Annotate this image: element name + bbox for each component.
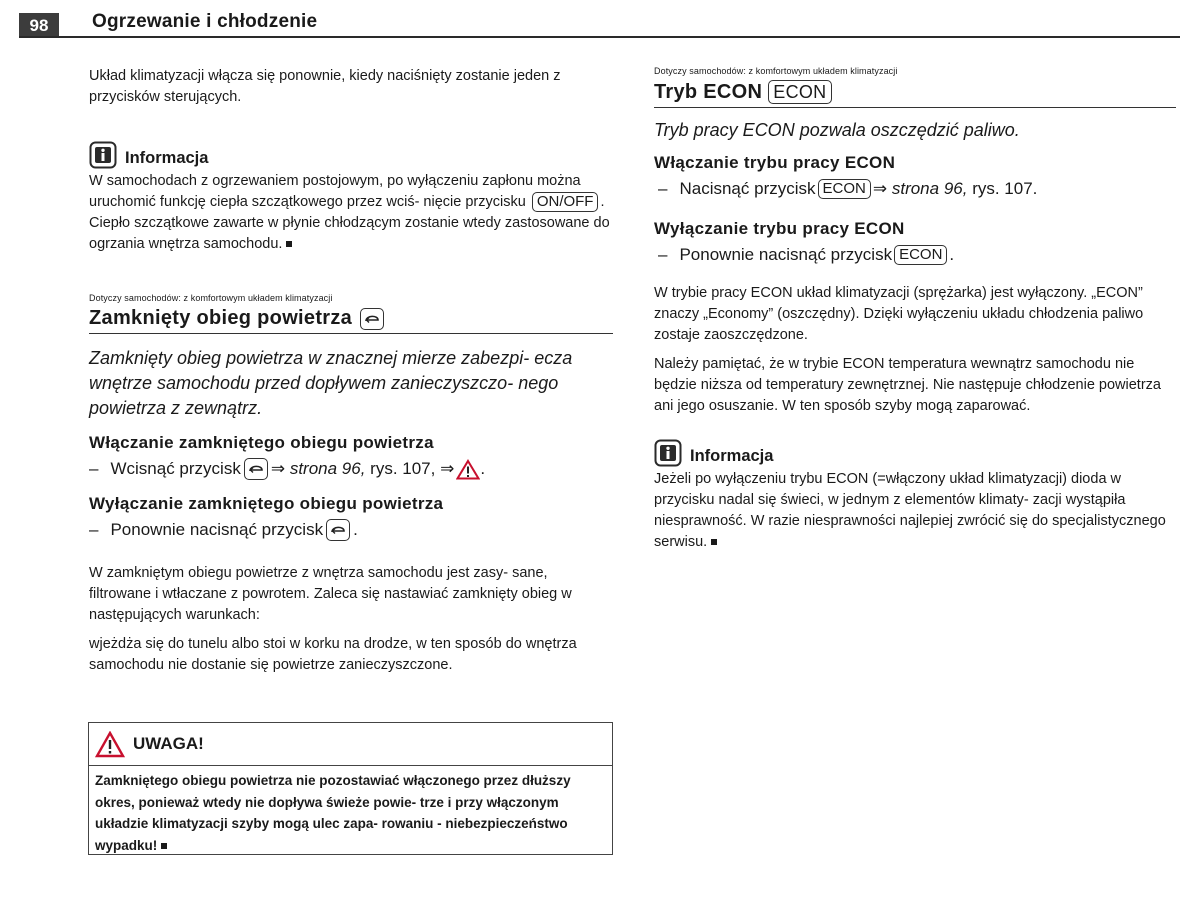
econ-on-step: – Nacisnąć przycisk ECON ⇒ strona 96, rys. 107. — [658, 179, 1038, 198]
warning-triangle-icon[interactable] — [456, 459, 480, 480]
on-off-key: ON/OFF — [532, 192, 599, 212]
intro-paragraph: Układ klimatyzacji włącza się ponownie, kiedy naciśnięty zostanie jeden z przycisków sterujących. — [89, 68, 561, 105]
end-mark — [286, 241, 292, 247]
recirculation-para-1: W zamkniętym obiegu powietrze z wnętrza samochodu jest zasy- sane, filtrowane i wtłaczane z powrotem. Zaleca się nastawiać zamknięty obieg w następujących warunkach: — [89, 565, 572, 623]
econ-off-step: – Ponownie nacisnąć przycisk ECON . — [658, 245, 955, 264]
on-heading: Włączanie zamkniętego obiegu powietrza — [89, 433, 434, 452]
info-text: W samochodach z ogrzewaniem postojowym, po wyłączeniu zapłonu można uruchomić funkcję ciepła szczątkowego przez wciś- nięcie przycisku ON/OFF . Ciepło szczątkowe zawarte w płynie chłodzącym zostanie wtedy zastosowane do ogrzania wnętrza samochodu. — [89, 173, 610, 252]
page-reference[interactable]: strona 96, — [289, 459, 366, 478]
info-icon — [89, 141, 117, 169]
econ-para-1: W trybie pracy ECON układ klimatyzacji (sprężarka) jest wyłączony. „ECON” znaczy „Economy” (oszczędny). Dzięki wyłączeniu układu chłodzenia paliwo zostaje zaoszczędzone. — [654, 285, 1144, 343]
chapter-title: Ogrzewanie i chłodzenie — [92, 11, 318, 32]
recirculation-key-icon — [244, 458, 268, 480]
recirculation-key-icon — [326, 519, 350, 541]
right-column — [654, 66, 1176, 553]
warning-box — [88, 722, 613, 855]
end-mark — [711, 539, 717, 545]
econ-lead: Tryb pracy ECON pozwala oszczędzić paliwo. — [654, 120, 1020, 140]
recirculation-para-2: wjeżdża się do tunelu albo stoi w korku na drodze, w ten sposób do wnętrza samochodu nie dostanie się powietrze zanieczyszczone. — [89, 636, 577, 673]
warning-triangle-icon — [95, 731, 125, 758]
section-lead: Zamknięty obieg powietrza w znacznej mierze zabezpi- ecza wnętrze samochodu przed dopływem zanieczyszczo- nego powietrza z zewnątrz. — [89, 348, 573, 418]
header-rule — [19, 36, 1180, 38]
end-mark — [161, 843, 167, 849]
info-heading — [654, 439, 1176, 467]
econ-off-heading: Wyłączanie trybu pracy ECON — [654, 219, 905, 238]
info-icon — [654, 439, 682, 467]
page-reference[interactable]: strona 96, — [891, 179, 968, 198]
section-title-econ: Tryb ECON ECON — [654, 80, 1176, 108]
applies-to-label: Dotyczy samochodów: z komfortowym układem klimatyzacji — [654, 66, 898, 76]
off-heading: Wyłączanie zamkniętego obiegu powietrza — [89, 494, 444, 513]
on-step: – Wcisnąć przycisk ⇒ strona 96, rys. 107, ⇒ . — [89, 459, 486, 478]
econ-para-2: Należy pamiętać, że w trybie ECON temperatura wewnątrz samochodu nie będzie niższa od temperatury zewnętrznej. Nie następuje chłodzenie powietrza ani jego osuszanie. W ten sposób szyby mogą zaparować. — [654, 356, 1161, 414]
warning-text: Zamkniętego obiegu powietrza nie pozostawiać włączonego przez dłuższy okres, ponieważ wtedy nie dopływa świeże powie- trze i przy włączonym układzie klimatyzacji szyby mogą ulec zapa- rowaniu - niebezpieczeństwo wypadku! — [95, 773, 571, 853]
info-title: Informacja — [125, 148, 209, 167]
recirculation-key-icon — [360, 308, 384, 330]
info-title: Informacja — [690, 446, 774, 465]
page-number: 98 — [19, 13, 59, 38]
econ-info-text: Jeżeli po wyłączeniu trybu ECON (=włączony układ klimatyzacji) dioda w przycisku nadal się świeci, w jednym z elementów klimaty- zacji wystąpiła niesprawność. W razie niesprawności najlepiej zwrócić się do specjalistycznego serwisu. — [654, 471, 1166, 550]
econ-key: ECON — [818, 179, 871, 199]
warning-title: UWAGA! — [133, 734, 204, 753]
econ-key: ECON — [768, 80, 831, 104]
off-step: – Ponownie nacisnąć przycisk . — [89, 520, 358, 539]
warning-heading — [89, 723, 612, 766]
info-heading — [89, 141, 613, 169]
section-title-recirculation: Zamknięty obieg powietrza — [89, 307, 613, 334]
left-column — [89, 66, 613, 676]
econ-on-heading: Włączanie trybu pracy ECON — [654, 153, 896, 172]
econ-key: ECON — [894, 245, 947, 265]
applies-to-label: Dotyczy samochodów: z komfortowym układem klimatyzacji — [89, 293, 333, 303]
